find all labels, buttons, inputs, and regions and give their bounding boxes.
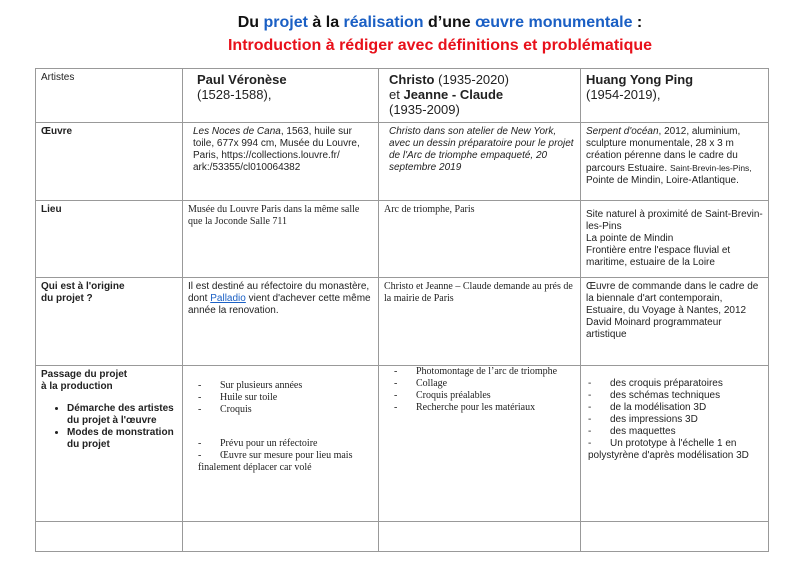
title-part: Du <box>237 14 264 31</box>
oeuvre-veronese: Les Noces de Cana, 1563, huile sur toile, 677x 994 cm, Musée du Louvre, Paris, https://collections.louvre.fr/ ark:/53355/cl010064382 <box>183 123 379 201</box>
origine-veronese: Il est destiné au réfectoire du monastère, dont Palladio vient d'achever cette même année la renovation. <box>183 278 379 366</box>
palladio-link[interactable]: Palladio <box>210 293 246 304</box>
passage-label: Passage du projet à la production • Démarche des artistes du projet à l'œuvre • Modes de monstration du projet <box>36 366 183 522</box>
artist-christo: Christo (1935-2020) et Jeanne - Claude (1935-2009) <box>379 69 581 123</box>
title-part: à la <box>307 14 344 31</box>
table-row <box>36 278 769 366</box>
passage-christo: - Photomontage de l’arc de triomphe - Collage - Croquis préalables - Recherche pour les matériaux <box>379 366 581 522</box>
origine-christo: Christo et Jeanne – Claude demande au prés de la mairie de Paris <box>379 278 581 366</box>
table-row <box>36 69 769 123</box>
artists-label: Artistes <box>36 69 183 123</box>
oeuvre-christo: Christo dans son atelier de New York, avec un dessin préparatoire pour le projet de l'Arc de triomphe empaqueté, 20 septembre 2019 <box>379 123 581 201</box>
lieu-christo: Arc de triomphe, Paris <box>379 201 581 278</box>
table-row <box>36 123 769 201</box>
oeuvre-huang: Serpent d'océan, 2012, aluminium, sculpture monumentale, 28 x 3 m création pérenne dans le cadre du parcours Estuaire. Saint-Brevin-les-Pins, Pointe de Mindin, Loire-Atlantique. <box>581 123 769 201</box>
title-part: d’une <box>423 14 476 31</box>
comparison-table <box>35 68 769 552</box>
artist-veronese: Paul Véronèse (1528-1588), <box>183 69 379 123</box>
artist-huang: Huang Yong Ping (1954-2019), <box>581 69 769 123</box>
passage-huang: - des croquis préparatoires - des schémas techniques - de la modélisation 3D - des impressions 3D - des maquettes - Un prototype à l'échelle 1 en polystyrène d'après modélisation 3D <box>581 366 769 522</box>
lieu-veronese: Musée du Louvre Paris dans la même salle que la Joconde Salle 711 <box>183 201 379 278</box>
lieu-label: Lieu <box>41 204 62 215</box>
oeuvre-label: Œuvre <box>41 126 73 137</box>
page-subtitle: Introduction à rédiger avec définitions et problématique <box>227 37 653 54</box>
title-part: projet <box>263 14 308 31</box>
title-part: : <box>632 14 643 31</box>
table-row <box>36 366 769 522</box>
title-part: œuvre monumentale <box>475 14 633 31</box>
passage-veronese: - Sur plusieurs années - Huile sur toile - Croquis - Prévu pour un réfectoire - Œuvre sur mesure pour lieu mais finalement déplacer car volé <box>183 366 379 522</box>
origine-huang: Œuvre de commande dans le cadre de la biennale d'art contemporain, Estuaire, du Voyage à Nantes, 2012 David Moinard programmateur artistique <box>581 278 769 366</box>
origine-label: Qui est à l'origine du projet ? <box>41 281 125 304</box>
lieu-huang: Site naturel à proximité de Saint-Brevin-les-Pins La pointe de Mindin Frontière entre l'espace fluvial et maritime, estuaire de la Loire <box>581 201 769 278</box>
page-title <box>160 14 720 32</box>
title-part: réalisation <box>343 14 424 31</box>
table-row-empty <box>36 522 769 552</box>
table-row <box>36 201 769 278</box>
